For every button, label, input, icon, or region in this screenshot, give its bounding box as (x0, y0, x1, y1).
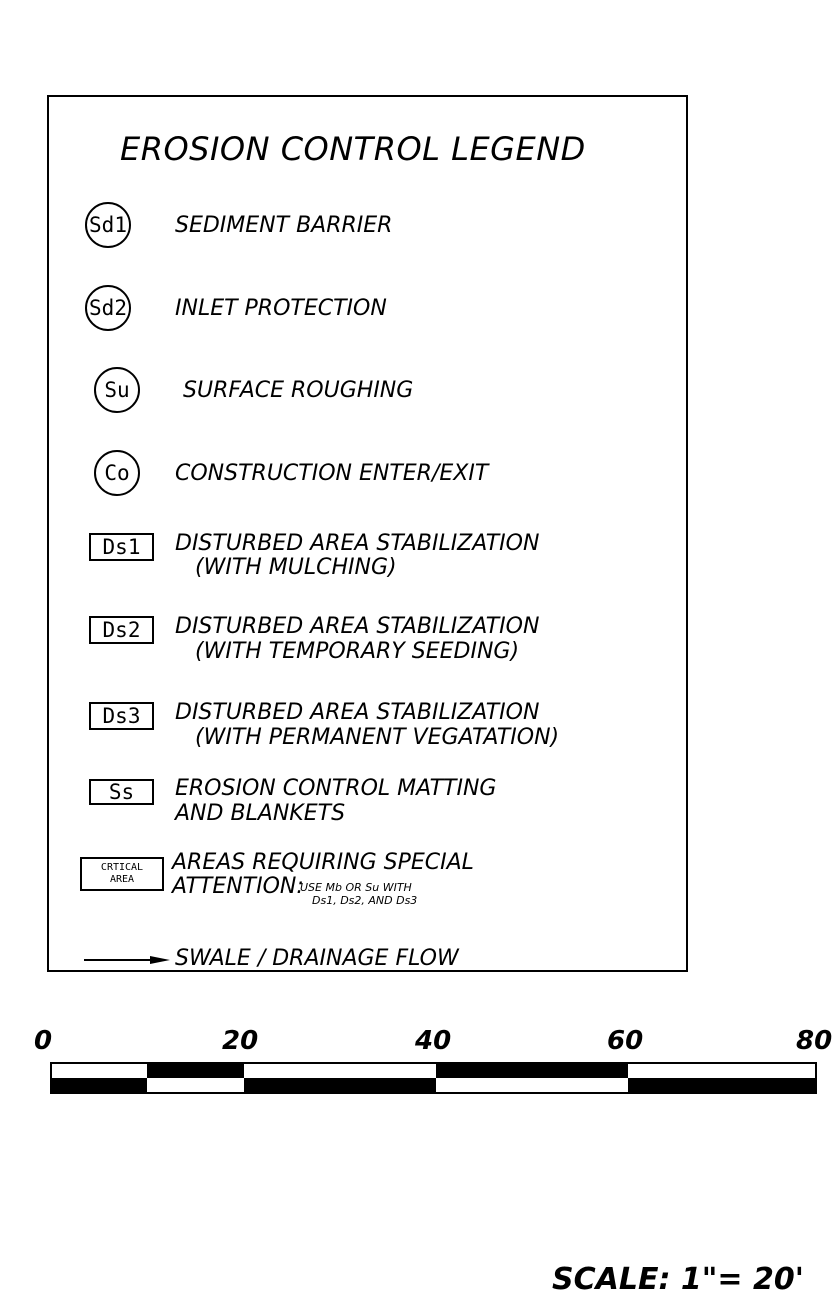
scale-segment-bottom-1 (51, 1078, 147, 1093)
scale-segment-bottom-2 (244, 1078, 436, 1093)
ds3-sublabel: (WITH PERMANENT VEGATATION) (195, 725, 560, 750)
critical-area-note-2: Ds1, Ds2, AND Ds3 (312, 894, 418, 907)
critical-area-symbol-line1: CRTICAL (100, 862, 144, 873)
ds3-label: DISTURBED AREA STABILIZATION (175, 700, 540, 725)
scale-tick-0: 0 (34, 1026, 53, 1056)
ds2-label: DISTURBED AREA STABILIZATION (175, 614, 540, 639)
scale-segment-top-1 (147, 1063, 244, 1078)
su-symbol: Su (94, 367, 140, 413)
surface-roughing-label: SURFACE ROUGHING (183, 378, 414, 403)
scale-segment-bottom-3 (628, 1078, 816, 1093)
scale-tick-20: 20 (222, 1026, 259, 1056)
ds2-sublabel: (WITH TEMPORARY SEEDING) (195, 639, 520, 664)
sediment-barrier-label: SEDIMENT BARRIER (175, 213, 393, 238)
ds1-symbol: Ds1 (89, 533, 154, 561)
legend-title: EROSION CONTROL LEGEND (120, 130, 586, 168)
ds1-sublabel: (WITH MULCHING) (195, 555, 397, 580)
ss-sublabel: AND BLANKETS (175, 801, 346, 826)
scale-label: SCALE: 1"= 20' (552, 1262, 804, 1297)
scale-segment-top-2 (436, 1063, 628, 1078)
ss-symbol: Ss (89, 779, 154, 805)
drainage-arrow-icon (80, 952, 172, 968)
critical-area-symbol-line2: AREA (109, 874, 135, 885)
ds1-label: DISTURBED AREA STABILIZATION (175, 531, 540, 556)
ds2-symbol: Ds2 (89, 616, 154, 644)
swale-drainage-label: SWALE / DRAINAGE FLOW (175, 946, 459, 971)
critical-area-note-1: USE Mb OR Su WITH (300, 881, 412, 894)
construction-enter-exit-label: CONSTRUCTION ENTER/EXIT (175, 461, 489, 486)
scale-tick-60: 60 (607, 1026, 644, 1056)
scale-tick-40: 40 (415, 1026, 452, 1056)
critical-area-label: AREAS REQUIRING SPECIAL (172, 850, 474, 875)
sd2-symbol: Sd2 (85, 285, 131, 331)
scale-tick-80: 80 (796, 1026, 833, 1056)
ds3-symbol: Ds3 (89, 702, 154, 730)
sd1-symbol: Sd1 (85, 202, 131, 248)
critical-area-attention: ATTENTION: (172, 874, 304, 899)
co-symbol: Co (94, 450, 140, 496)
scale-bar (50, 1062, 836, 1096)
critical-area-symbol (80, 857, 164, 891)
inlet-protection-label: INLET PROTECTION (175, 296, 387, 321)
ss-label: EROSION CONTROL MATTING (175, 776, 497, 801)
